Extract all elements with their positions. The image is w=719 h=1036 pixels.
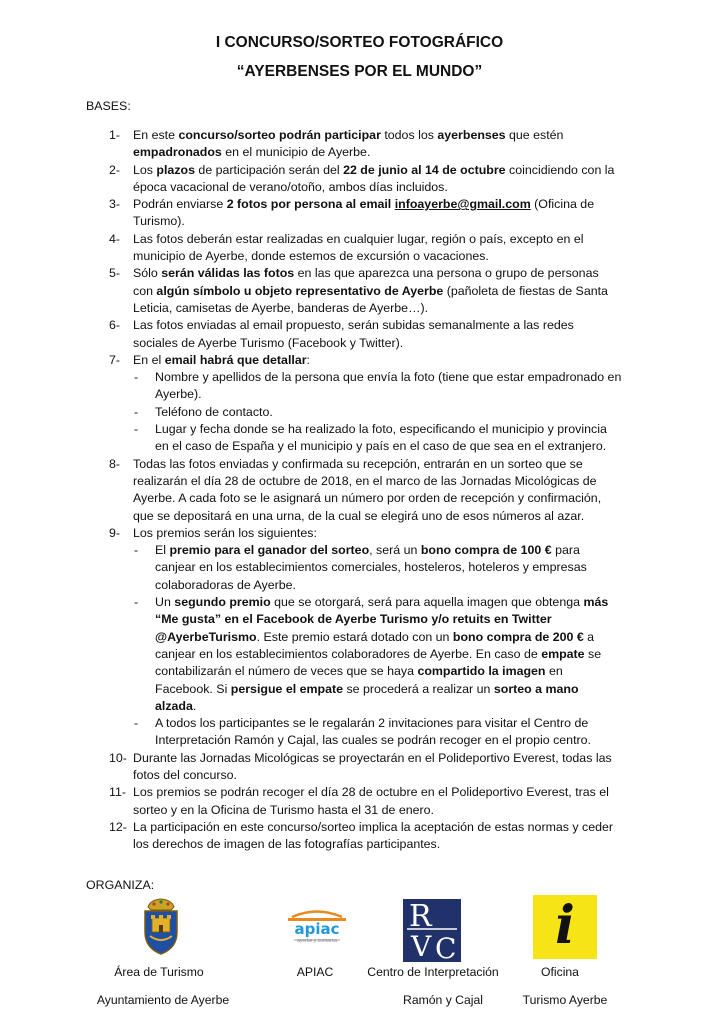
bullet-dash: - [134, 370, 139, 385]
document-title: I CONCURSO/SORTEO FOTOGRÁFICO [215, 34, 504, 51]
text-run: La participación en este concurso/sorteo implica la aceptación de estas normas y ceder los derechos de imagen de las fotografías participantes. [133, 819, 614, 852]
rule-text [133, 352, 622, 369]
rule-number: 3- [109, 197, 121, 212]
rule-number: 7- [109, 352, 121, 367]
rule-subitem [86, 421, 622, 456]
text-run: más “Me gusta” en el Facebook de Ayerbe Turismo y/o retuits en Twitter @AyerbeTurismo [155, 595, 609, 644]
text-run: plazos [156, 162, 195, 177]
rule-number: 6- [109, 318, 121, 333]
ayerbe-coat-of-arms-logo [138, 898, 184, 956]
rule-text [133, 196, 622, 231]
rule-subitem [86, 594, 622, 715]
text-run: algún símbolo u objeto representativo de Ayerbe [156, 283, 444, 298]
rule-text [133, 127, 622, 162]
rule-number: 8- [109, 456, 121, 471]
rule-text [133, 750, 622, 785]
info-icon: i [555, 895, 575, 956]
rule-number: 4- [109, 231, 121, 246]
rule-item [86, 784, 622, 819]
subitem-text [155, 404, 622, 421]
text-run: todos los [380, 128, 438, 142]
text-run: para canjear en los establecimientos comerciales, hosteleros, hoteleros y empresas colaboradoras de Ayerbe. [155, 543, 587, 592]
caption-oficina: Oficina [541, 965, 579, 979]
text-run: (pañoleta de fiestas de Santa Leticia, camisetas de Ayerbe, banderas de Ayerbe…). [133, 283, 608, 315]
rvc-letter-v: V [411, 930, 432, 963]
text-run: Lugar y fecha donde se ha realizado la foto, especificando el municipio y provincia en el caso de España y el municipio y país en el caso de que sea en el extranjero. [155, 422, 607, 454]
text-run: Nombre y apellidos de la persona que envía la foto (tiene que estar empadronado en Ayerbe). [155, 370, 622, 402]
subitem-text [155, 369, 622, 404]
text-run: se procederá a realizar un [343, 681, 494, 696]
bullet-dash: - [134, 716, 139, 731]
text-run: serán válidas las fotos [161, 266, 295, 281]
rule-item [86, 162, 622, 197]
text-run: El [155, 543, 170, 558]
text-run: En el [133, 352, 165, 367]
text-run: que se otorgará, será para aquella imagen que obtenga [270, 595, 584, 610]
text-run: Las fotos deberán estar realizadas en cualquier lugar, región o país, excepto en el municipio de Ayerbe, donde estemos de excursión o vacaciones. [133, 231, 584, 264]
text-run: Podrán enviarse [133, 197, 227, 212]
rule-item [86, 819, 622, 854]
text-run: en el municipio de Ayerbe. [221, 145, 371, 160]
rule-item [86, 525, 622, 750]
rvc-letter-c: C [435, 932, 457, 965]
text-run: : [306, 352, 310, 367]
rule-text [133, 819, 622, 854]
text-run: segundo premio [174, 595, 271, 610]
bullet-dash: - [134, 404, 139, 419]
subitem-text [155, 594, 622, 715]
text-run: en Facebook. Si [155, 664, 563, 696]
text-run: persigue el empate [230, 681, 344, 696]
rule-item [86, 456, 622, 525]
rule-text [133, 231, 622, 266]
text-run: Teléfono de contacto. [155, 404, 273, 419]
text-run: a canjear en los establecimientos colaboradores de Ayerbe. En caso de [155, 629, 595, 661]
caption-area-turismo: Área de Turismo [114, 965, 204, 979]
rule-number: 1- [109, 128, 121, 142]
rule-item [86, 750, 622, 785]
rule-subitem [86, 369, 622, 404]
text-run: Los premios serán los siguientes: [133, 525, 317, 540]
text-run: que estén [505, 128, 564, 142]
organiza-label: ORGANIZA: [86, 878, 155, 892]
caption-turismo-ayerbe: Turismo Ayerbe [522, 993, 608, 1007]
rule-item [86, 265, 622, 317]
subitem-text [155, 715, 622, 750]
text-run: A todos los participantes se le regalarán 2 invitaciones para visitar el Centro de Interpretación Ramón y Cajal, las cuales se podrán recoger en el propio centro. [155, 716, 591, 748]
rule-text [133, 265, 622, 317]
rule-item [86, 352, 622, 456]
text-run: Los [133, 162, 157, 177]
text-run: ayerbenses [437, 128, 506, 142]
caption-ayuntamiento: Ayuntamiento de Ayerbe [96, 993, 230, 1007]
text-run: bono compra de 200 € [452, 629, 584, 644]
text-run: Todas las fotos enviadas y confirmada su recepción, entrarán en un sorteo que se realizarán el día 28 de octubre de 2018, en el marco de las Jornadas Micológicas de Ayerbe. A cada foto se le asignará un número por orden de recepción y confirmación, que se depositará en una urna, de la cual se elegirá uno de esos números al azar. [133, 456, 602, 523]
text-run: (Oficina de Turismo). [133, 197, 595, 229]
caption-apiac: APIAC [296, 965, 334, 979]
text-run: coincidiendo con la época vacacional de verano/otoño, ambos días incluidos. [133, 162, 615, 194]
text-run: concurso/sorteo podrán participar [178, 128, 381, 142]
rule-item [86, 127, 622, 162]
caption-centro-interpretacion: Centro de Interpretación [367, 965, 499, 979]
rule-text [133, 456, 622, 525]
text-run: . Este premio estará dotado con un [256, 629, 453, 644]
bullet-dash: - [134, 543, 139, 558]
text-run: de participación serán del [194, 162, 344, 177]
subitem-text [155, 421, 622, 456]
rule-text [133, 317, 622, 352]
text-run: empate [541, 646, 585, 661]
text-run: en las que aparezca una persona o grupo de personas con [133, 266, 599, 298]
text-run: premio para el ganador del sorteo [169, 543, 370, 558]
apiac-tagline: ayerbe y comarca [297, 938, 337, 944]
text-run: . [192, 698, 197, 713]
rule-number: 2- [109, 162, 121, 177]
text-run: 22 de junio al 14 de octubre [343, 162, 506, 177]
bases-label: BASES: [86, 99, 131, 113]
rule-number: 12- [109, 819, 127, 834]
text-run: Las fotos enviadas al email propuesto, serán subidas semanalmente a las redes sociales de Ayerbe Turismo (Facebook y Twitter). [133, 318, 574, 350]
apiac-logo [288, 905, 346, 947]
text-run: sorteo a mano alzada [155, 681, 579, 713]
rule-item [86, 196, 622, 231]
rule-subitem [86, 542, 622, 594]
text-run: se contabilizarán el número de veces que se haya [155, 646, 602, 679]
rule-subitem [86, 715, 622, 750]
rule-number: 11- [109, 785, 126, 800]
rule-text [133, 784, 622, 819]
caption-ramon-y-cajal: Ramón y Cajal [403, 993, 483, 1007]
text-run[interactable]: infoayerbe@gmail.com [394, 197, 531, 212]
document-subtitle: “AYERBENSES POR EL MUNDO” [236, 63, 483, 80]
rule-number: 9- [109, 525, 121, 540]
text-run: Los premios se podrán recoger el día 28 de octubre en el Polideportivo Everest, tras el sorteo y en la Oficina de Turismo hasta el 31 de enero. [133, 785, 609, 817]
rule-item [86, 317, 622, 352]
rule-number: 5- [109, 266, 121, 281]
text-run: bono compra de 100 € [420, 543, 552, 558]
text-run: 2 fotos por persona al email [226, 197, 395, 212]
text-run: compartido la imagen [417, 664, 546, 679]
bullet-dash: - [134, 595, 139, 610]
bullet-dash: - [134, 422, 139, 437]
apiac-wordmark: apiac [294, 920, 340, 938]
text-run: Un [155, 595, 175, 610]
tourist-info-logo [533, 895, 597, 959]
text-run: empadronados [133, 145, 222, 160]
rule-number: 10- [109, 750, 127, 765]
rule-text [133, 162, 622, 197]
rule-subitem [86, 404, 622, 421]
text-run: En este [133, 128, 179, 142]
rvc-letter-r: R [409, 899, 432, 934]
text-run: email habrá que detallar [164, 352, 307, 367]
rules-list [86, 127, 622, 853]
rvc-logo [403, 899, 461, 965]
text-run: Sólo [133, 266, 162, 281]
rule-text [133, 525, 622, 542]
text-run: Durante las Jornadas Micológicas se proyectarán en el Polideportivo Everest, todas las fotos del concurso. [133, 750, 612, 782]
subitem-text [155, 542, 622, 594]
text-run: , será un [369, 543, 421, 558]
rule-item [86, 231, 622, 266]
